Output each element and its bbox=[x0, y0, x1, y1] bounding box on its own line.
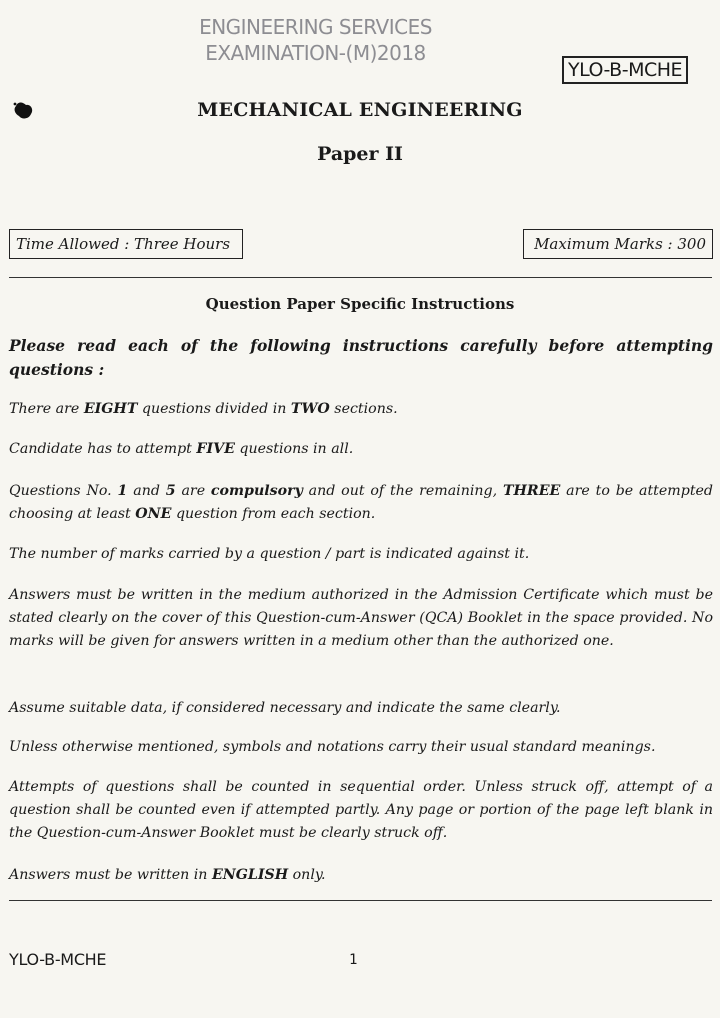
time-allowed-box: Time Allowed : Three Hours bbox=[9, 229, 243, 259]
instruction-6: Assume suitable data, if considered necessary and indicate the same clearly. bbox=[9, 700, 561, 716]
stamp-line-2: EXAMINATION-(M)2018 bbox=[205, 41, 426, 65]
instruction-9: Answers must be written in ENGLISH only. bbox=[9, 867, 326, 883]
instruction-5: Answers must be written in the medium authorized in the Admission Certificate which must be stated clearly on the cover of this Question-cum-Answer (QCA) Booklet in the space provided. No marks will be given for answers written in a medium other than the authorized one. bbox=[9, 587, 713, 649]
instruction-8: Attempts of questions shall be counted in sequential order. Unless struck off, attempt of a question shall be counted even if attempted partly. Any page or portion of the page left blank in the Question-cum-Answer Booklet must be clearly struck off. bbox=[9, 779, 713, 841]
instruction-3: Questions No. 1 and 5 are compulsory and out of the remaining, THREE are to be attempted choosing at least ONE question from each section. bbox=[9, 483, 713, 522]
paper-subtitle: Paper II bbox=[317, 143, 403, 165]
instructions-heading: Question Paper Specific Instructions bbox=[205, 295, 515, 313]
maximum-marks-box: Maximum Marks : 300 bbox=[523, 229, 713, 259]
instruction-1: There are EIGHT questions divided in TWO sections. bbox=[9, 401, 398, 417]
footer-booklet-code: YLO-B-MCHE bbox=[9, 950, 107, 969]
instruction-4: The number of marks carried by a question / part is indicated against it. bbox=[9, 546, 530, 562]
instruction-2: Candidate has to attempt FIVE questions in all. bbox=[9, 441, 354, 457]
page-number: 1 bbox=[349, 952, 358, 968]
instructions-lead: Please read each of the following instructions carefully before attempting questions : bbox=[9, 336, 713, 379]
instruction-7: Unless otherwise mentioned, symbols and notations carry their usual standard meanings. bbox=[9, 739, 656, 755]
booklet-code-box: YLO-B-MCHE bbox=[562, 56, 688, 84]
divider-bottom bbox=[9, 900, 712, 901]
divider-top bbox=[9, 277, 712, 278]
paper-title: MECHANICAL ENGINEERING bbox=[197, 99, 523, 121]
stamp-line-1: ENGINEERING SERVICES bbox=[199, 15, 432, 39]
exam-stamp bbox=[198, 14, 433, 66]
